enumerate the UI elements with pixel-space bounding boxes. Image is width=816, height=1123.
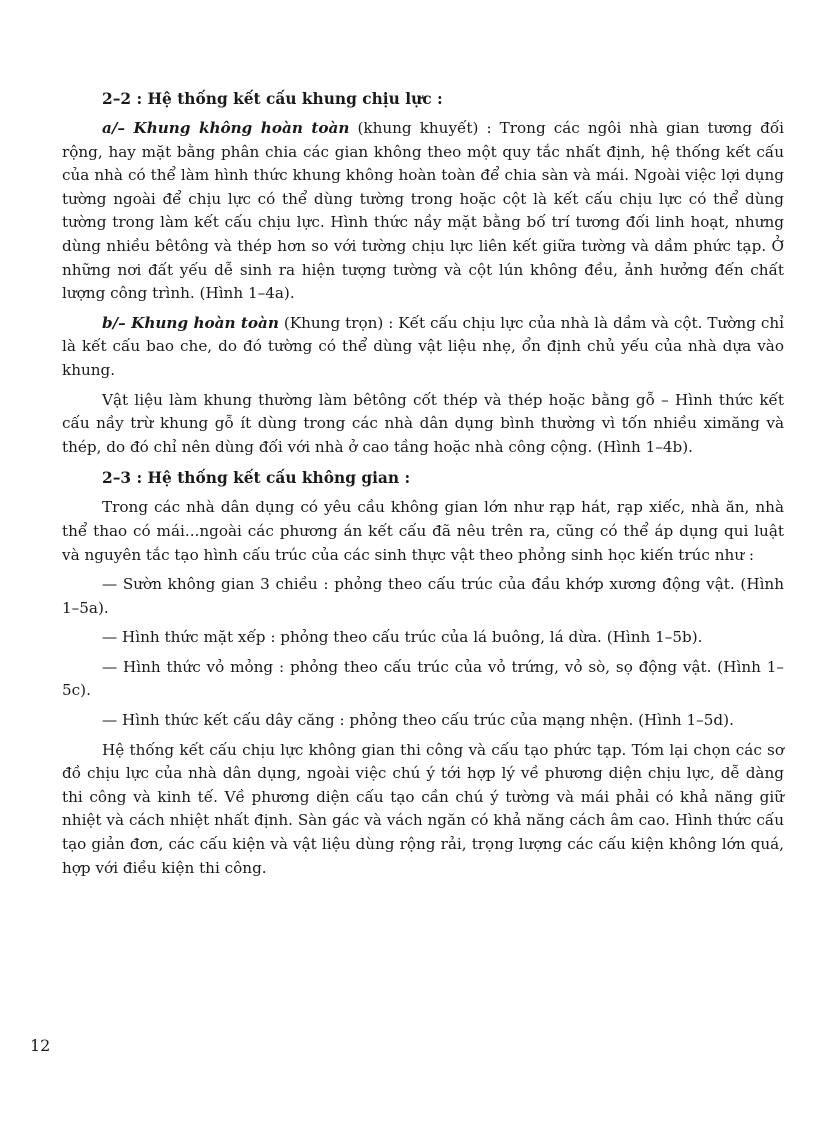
document-page bbox=[62, 86, 784, 886]
paragraph-materials: Vật liệu làm khung thường làm bêtông cốt thép và thép hoặc bằng gỗ – Hình thức kết cấu nầy trừ khung gỗ ít dùng trong các nhà dân dụng bình thường vì tốn nhiều ximăng và thép, do đó chỉ nên dùng đối với nhà ở cao tầng hoặc nhà công cộng. (Hình 1–4b). bbox=[62, 390, 784, 456]
subheading-b: b/– Khung hoàn toàn bbox=[102, 313, 279, 332]
list-item: — Sườn không gian 3 chiều : phỏng theo cấu trúc của đầu khớp xương động vật. (Hình 1–5a). bbox=[62, 575, 784, 617]
page-number: 12 bbox=[30, 1036, 51, 1055]
list-item: — Hình thức kết cấu dây căng : phỏng theo cấu trúc của mạng nhện. (Hình 1–5d). bbox=[102, 711, 734, 730]
list-item: — Hình thức mặt xếp : phỏng theo cấu trúc của lá buông, lá dừa. (Hình 1–5b). bbox=[102, 628, 703, 647]
paragraph-khung-khong-hoan-toan bbox=[62, 117, 784, 306]
paragraph-khung-hoan-toan bbox=[62, 312, 784, 383]
section-heading-2-3: 2–3 : Hệ thống kết cấu không gian : bbox=[102, 469, 411, 488]
paragraph-a-text: (khung khuyết) : Trong các ngôi nhà gian tương đối rộng, hay mặt bằng phân chia các gian không theo một quy tắc nhất định, hệ thống kết cấu của nhà có thể làm hình thức khung không hoàn toàn để chia sàn và mái. Ngoài việc lợi dụng tường ngoài để chịu lực có thể dùng tường trong hoặc cột là kết cấu chịu lực có thể dùng tường trong làm kết cấu chịu lực. Hình thức nầy mặt bằng bố trí tương đối linh hoạt, nhưng dùng nhiều bêtông và thép hơn so với tường chịu lực liên kết giữa tường và dầm phức tạp. Ở những nơi đất yếu dễ sinh ra hiện tượng tường và cột lún không đều, ảnh hưởng đến chất lượng công trình. (Hình 1–4a). bbox=[62, 119, 784, 303]
list-item: — Hình thức vỏ mỏng : phỏng theo cấu trúc của vỏ trứng, vỏ sò, sọ động vật. (Hình 1–5c). bbox=[62, 657, 784, 700]
section-heading-2-2: 2–2 : Hệ thống kết cấu khung chịu lực : bbox=[102, 90, 443, 108]
paragraph-b-text: (Khung trọn) : Kết cấu chịu lực của nhà là dầm và cột. Tường chỉ là kết cấu bao che, do đó tường có thể dùng vật liệu nhẹ, ổn định chủ yếu của nhà dựa vào khung. bbox=[62, 313, 784, 379]
paragraph-intro: Trong các nhà dân dụng có yêu cầu không gian lớn như rạp hát, rạp xiếc, nhà ăn, nhà thể thao có mái...ngoài các phương án kết cấu đã nêu trên ra, cũng có thể áp dụng qui luật và nguyên tắc tạo hình cấu trúc của các sinh thực vật theo phỏng sinh học kiến trúc như : bbox=[62, 498, 784, 564]
subheading-a: a/– Khung không hoàn toàn bbox=[102, 119, 350, 137]
paragraph-conclusion: Hệ thống kết cấu chịu lực không gian thi công và cấu tạo phức tạp. Tóm lại chọn các sơ đồ chịu lực của nhà dân dụng, ngoài việc chú ý tới hợp lý về phương diện chịu lực, dễ dàng thi công và kinh tế. Về phương diện cấu tạo cần chú ý tường và mái phải có khả năng giữ nhiệt và cách nhiệt nhất định. Sàn gác và vách ngăn có khả năng cách âm cao. Hình thức cấu tạo giản đơn, các cấu kiện và vật liệu dùng rộng rải, trọng lượng các cấu kiện không lớn quá, hợp với điều kiện thi công. bbox=[62, 740, 784, 877]
